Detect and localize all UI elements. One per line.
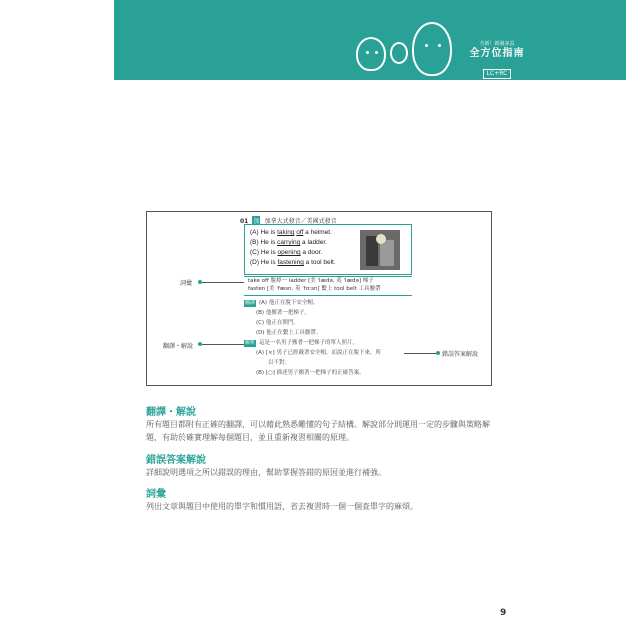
question-number: 01 [240,218,249,225]
accent-label: 加拿大式發音／美國式發音 [264,218,337,225]
section-title-wrong-answer: 錯誤答案解說 [146,455,206,466]
analysis-line-1: 解析 這是一名男子搬著一把梯子的單人照片。 [245,340,359,346]
section-title-translation: 翻譯・解說 [146,407,196,418]
analysis-line-2: (A) [×] 男子已經戴著安全帽，而說正在脫下來，所 [256,350,381,356]
callout-vocab: 詞彙 [180,280,193,287]
section-text-translation: 所有題目都附有正確的翻譯，可以藉此熟悉難懂的句子結構。解說部分則運用一定的步驟與策略解 題，有助於確實理解每個題目，並且重新複習相關的原理。 [146,420,490,442]
section-title-vocabulary: 詞彙 [146,489,166,500]
analysis-line-3: 以不對。 [268,360,291,366]
accent-tag: 加 [253,218,260,225]
analysis-line-4: (B) [○] 描述男子搬著一把梯子的正確答案。 [256,370,365,376]
callout-vocab-line [202,282,244,283]
logo-title: 全方位指南 [469,48,525,59]
worker-photo [360,230,400,270]
callout-translation: 翻譯・解說 [163,343,194,350]
option-d: (D) He is fastening a tool belt. [250,259,336,266]
book-logo [466,40,528,79]
callout-wrong: 錯誤答案解說 [442,351,479,358]
callout-wrong-line [404,353,436,354]
section-text-vocabulary: 列出文章與題目中使用的單字和慣用語，省去複習時一個一個查單字的麻煩。 [146,502,418,511]
translation-line-c: (C) 他正在開門。 [256,320,299,326]
vocab-line-2: fasten [美 ˈfæsn, 英 ˈfɑːsn] 繫上 tool belt 工具腰帶 [248,286,381,292]
option-a: (A) He is taking off a helmet. [250,229,332,236]
translation-line-a: 翻譯 (A) 他正在脫下安全帽。 [245,300,319,306]
section-text-wrong-answer: 詳細說明選項之所以錯誤的理由，幫助掌握答錯的原因並進行補強。 [146,468,386,477]
callout-translation-line [202,344,244,345]
translation-badge: 翻譯 [245,300,256,306]
translation-line-b: (B) 他搬著一把梯子。 [256,310,310,316]
logo-subtitle: 全新！新制多益 [479,41,515,47]
vocab-line-1: take off 脫掉一 ladder [美 ˈlædə, 英 ˈlædə] 梯子 [248,278,374,284]
character-left-illustration [356,37,386,71]
page-number: 9 [500,608,507,618]
character-small-illustration [390,42,408,64]
analysis-badge: 解析 [245,340,256,346]
option-c: (C) He is opening a door. [250,249,323,256]
character-right-illustration [412,22,452,76]
option-b: (B) He is carrying a ladder. [250,239,327,246]
logo-badge: LC+RC [483,69,512,79]
translation-line-d: (D) 他正在繫上工具腰帶。 [256,330,322,336]
callout-wrong-dot [436,351,440,355]
